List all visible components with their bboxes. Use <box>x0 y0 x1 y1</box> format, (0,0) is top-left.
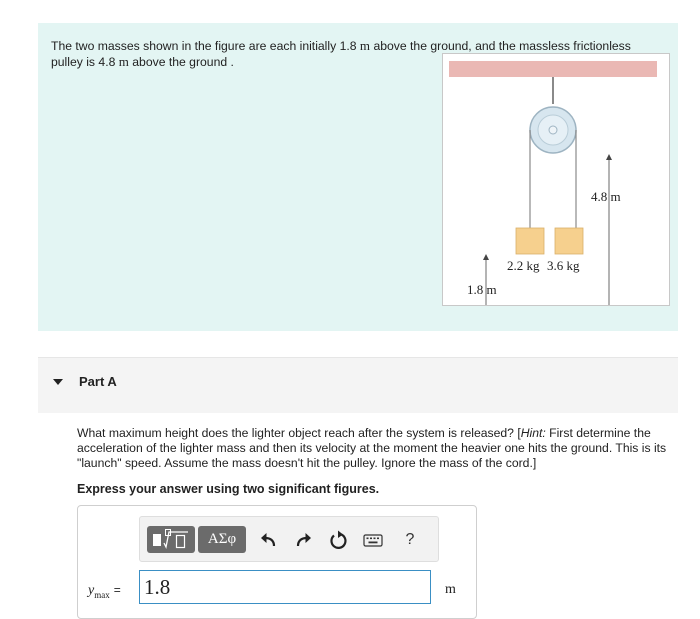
mass-light-label: 2.2 kg <box>507 258 540 273</box>
problem-text-part2: above the ground, and the massless frictionless pulley is 4.8 <box>51 39 631 69</box>
mass-heavy <box>555 228 583 254</box>
answer-variable-label <box>88 583 121 600</box>
keyboard-button[interactable] <box>362 529 384 551</box>
variable-subscript: max <box>94 589 110 600</box>
height-mass-arrow-top <box>483 254 489 260</box>
question-intro: What maximum height does the lighter object reach after the system is released? [ <box>77 426 521 440</box>
fraction-sqrt-template-icon <box>147 526 195 553</box>
undo-button[interactable] <box>257 529 279 551</box>
variable-symbol: y <box>88 583 95 598</box>
part-a-header[interactable] <box>38 357 678 413</box>
answer-unit: m <box>445 582 456 597</box>
height-pulley-arrow-top <box>606 154 612 160</box>
problem-statement-panel <box>38 23 678 331</box>
keyboard-icon <box>362 529 384 551</box>
redo-icon <box>293 529 315 551</box>
unit-m: m <box>359 38 371 53</box>
collapse-caret-icon[interactable] <box>53 379 63 385</box>
greek-symbols-button[interactable]: ΑΣφ <box>198 526 246 553</box>
reset-button[interactable] <box>327 529 349 551</box>
answer-instruction: Express your answer using two significant figures. <box>77 482 380 496</box>
question-rest: First determine the acceleration of the lighter mass and then its velocity at the moment the heavier one hits the ground. This is its "launch" speed. Assume the mass doesn't hit the pulley. Ignore the mass of the cord.] <box>77 426 667 470</box>
answer-panel <box>77 505 477 619</box>
pulley-figure <box>442 53 670 306</box>
part-title: Part A <box>79 374 117 389</box>
mass-light <box>516 228 544 254</box>
answer-input[interactable]: 1.8 <box>139 570 431 604</box>
math-toolbar <box>139 516 439 562</box>
pulley-axle <box>549 126 557 134</box>
question-text <box>77 426 677 471</box>
unit-m: m <box>118 54 129 69</box>
height-mass-label: 1.8 m <box>467 282 497 297</box>
problem-text-part3: above the ground . <box>132 55 234 69</box>
undo-icon <box>257 529 279 551</box>
reset-icon <box>327 529 349 551</box>
ceiling <box>449 61 657 77</box>
mass-heavy-label: 3.6 kg <box>547 258 580 273</box>
redo-button[interactable] <box>293 529 315 551</box>
equals-sign: = <box>113 583 121 597</box>
templates-button[interactable] <box>147 526 195 553</box>
height-pulley-label: 4.8 m <box>591 189 621 204</box>
problem-text-part1: The two masses shown in the figure are each initially 1.8 <box>51 39 357 53</box>
help-button[interactable]: ? <box>405 531 415 548</box>
hint-label: Hint: <box>520 426 546 440</box>
